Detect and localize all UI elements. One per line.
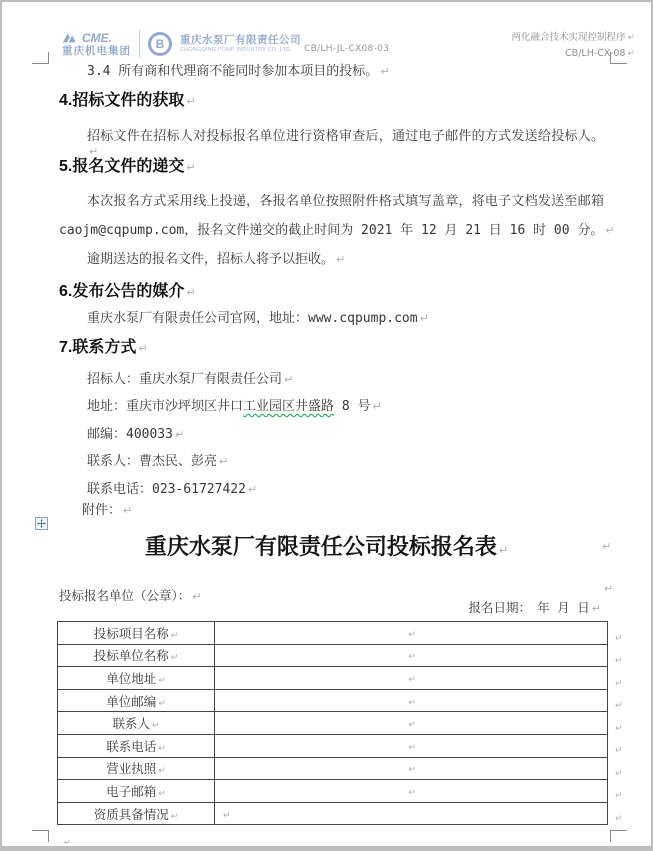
table-row <box>58 622 608 645</box>
pilcrow-mark: ↵ <box>158 766 166 777</box>
section-4-heading-text: 4.招标文件的获取 <box>59 92 185 109</box>
table-move-handle[interactable] <box>35 517 48 530</box>
cme-logo-name: CME. <box>82 31 112 46</box>
pilcrow-mark: ↵ <box>602 540 612 553</box>
section-6-heading <box>59 283 196 302</box>
pilcrow-mark: ↵ <box>615 723 623 734</box>
pilcrow-mark: ↵ <box>408 652 416 663</box>
section-5-heading <box>59 158 196 177</box>
row-value-cell[interactable] <box>215 622 608 645</box>
row-value-cell[interactable] <box>215 667 608 690</box>
pump-logo-text <box>180 35 301 54</box>
pilcrow-mark: ↵ <box>605 224 615 237</box>
pilcrow-mark: ↵ <box>170 811 179 822</box>
form-date-line <box>468 600 601 616</box>
row-value-cell[interactable] <box>215 802 608 825</box>
row-value-cell[interactable] <box>215 689 608 712</box>
pump-company-name: 重庆水泵厂有限责任公司 <box>180 33 301 46</box>
contact-person <box>87 454 228 469</box>
section-6-heading-text: 6.发布公告的媒介 <box>59 283 185 300</box>
section-5-body2 <box>87 252 345 267</box>
pilcrow-mark: ↵ <box>408 697 416 708</box>
signup-table <box>57 621 608 825</box>
row-label-cell <box>58 712 215 735</box>
row-label: 电子邮箱 <box>106 783 157 799</box>
margin-mark-top-right <box>610 52 627 64</box>
contact-address-prefix: 地址：重庆市沙坪坝区井口 <box>87 399 244 414</box>
contact-bidder <box>87 372 293 387</box>
form-date-label: 报名日期： 年 月 日 <box>468 600 590 615</box>
doc-code-center: CB/LH-JL-CX08-03 <box>304 44 390 54</box>
contact-address-underlined: 工业园区井盛路 <box>243 399 335 414</box>
section-4-heading <box>59 92 196 111</box>
pilcrow-mark: ↵ <box>186 286 196 299</box>
section-4-body-text: 招标文件在招标人对投标报名单位进行资格审查后，通过电子邮件的方式发送给投标人。 <box>87 129 604 144</box>
row-value-cell[interactable] <box>215 780 608 803</box>
pilcrow-mark: ↵ <box>615 813 623 824</box>
form-title-line <box>2 530 651 561</box>
section-6-body <box>87 311 429 326</box>
contact-address <box>87 399 382 414</box>
section-5-body-line1 <box>87 194 604 209</box>
row-label-cell <box>58 644 215 667</box>
contact-person-text: 联系人：曹杰民、彭亮 <box>87 454 218 469</box>
section-5-heading-text: 5.报名文件的递交 <box>59 158 185 175</box>
pilcrow-mark: ↵ <box>158 698 166 709</box>
pilcrow-mark: ↵ <box>419 312 429 325</box>
pilcrow-mark: ↵ <box>615 791 623 802</box>
pilcrow-mark: ↵ <box>170 653 179 664</box>
pilcrow-mark: ↵ <box>223 810 231 821</box>
section-5-body-line2 <box>59 223 615 238</box>
pilcrow-mark: ↵ <box>498 544 509 557</box>
section-6-body-text: 重庆水泵厂有限责任公司官网，地址：www.cqpump.com <box>87 311 418 326</box>
table-row <box>58 780 608 803</box>
pilcrow-mark: ↵ <box>64 838 71 847</box>
pilcrow-mark: ↵ <box>591 602 601 615</box>
row-label: 投标单位名称 <box>93 648 169 664</box>
attachment-label <box>82 503 132 518</box>
row-value-cell[interactable] <box>215 757 608 780</box>
pilcrow-mark: ↵ <box>186 95 196 108</box>
table-row <box>58 667 608 690</box>
form-unit-label: 投标报名单位（公章）： <box>59 588 191 603</box>
move-arrows-icon <box>37 519 46 528</box>
pilcrow-mark: ↵ <box>408 742 416 753</box>
pump-logo-icon <box>148 32 172 56</box>
pilcrow-mark: ↵ <box>170 630 179 641</box>
cme-logo-icon <box>62 31 80 44</box>
pilcrow-mark: ↵ <box>138 342 148 355</box>
pilcrow-mark: ↵ <box>219 455 229 468</box>
pilcrow-mark: ↵ <box>372 400 382 413</box>
row-label: 投标项目名称 <box>93 625 169 641</box>
pilcrow-mark: ↵ <box>615 656 623 667</box>
margin-mark-bottom-right <box>610 830 627 842</box>
pump-logo-letter: B <box>155 37 165 51</box>
cme-group-name: 重庆机电集团 <box>62 45 131 58</box>
pilcrow-mark: ↵ <box>408 765 416 776</box>
table-row <box>58 802 608 825</box>
pilcrow-mark: ↵ <box>408 787 416 798</box>
cme-logo-block <box>62 31 131 57</box>
margin-mark-bottom-left <box>32 830 49 842</box>
row-label-cell <box>58 689 215 712</box>
pilcrow-mark: ↵ <box>174 428 185 441</box>
pump-company-name-en: CHONGQING PUMP INDUSTRY CO.,LTD. <box>180 47 293 53</box>
attachment-label-text: 附件： <box>82 503 122 518</box>
pilcrow-mark: ↵ <box>123 504 133 517</box>
pilcrow-mark: ↵ <box>284 373 294 386</box>
pilcrow-mark: ↵ <box>336 253 346 266</box>
row-label: 联系人 <box>112 716 150 732</box>
pilcrow-mark: ↵ <box>615 701 623 712</box>
pilcrow-mark: ↵ <box>158 788 166 799</box>
doc-title-right: 两化融合技术实现控制程序 <box>511 32 626 43</box>
contact-phone <box>87 482 257 497</box>
pilcrow-mark: ↵ <box>186 161 196 174</box>
clause-3-4 <box>87 64 390 79</box>
row-label-cell <box>58 780 215 803</box>
margin-mark-top-left <box>32 52 49 64</box>
section-5-body-line1-text: 本次报名方式采用线上投递，各报名单位按照附件格式填写盖章，将电子文档发送至邮箱 <box>87 194 604 209</box>
pilcrow-mark: ↵ <box>151 721 160 732</box>
table-row <box>58 644 608 667</box>
section-7-heading <box>59 339 148 358</box>
row-label-cell <box>58 802 215 825</box>
row-value-cell[interactable] <box>215 644 608 667</box>
section-5-body-line2-text: caojm@cqpump.com，报名文件递交的截止时间为 2021 年 12 月 21 日 16 时 00 分。 <box>59 223 604 238</box>
table-row <box>58 734 608 757</box>
pilcrow-mark: ↵ <box>158 743 166 754</box>
section-5-body2-text: 逾期送达的报名文件，招标人将予以拒收。 <box>87 252 335 267</box>
pilcrow-mark: ↵ <box>158 675 166 686</box>
pilcrow-mark: ↵ <box>89 145 99 158</box>
form-unit-line <box>59 588 201 604</box>
logo-divider <box>139 30 140 58</box>
row-label-cell <box>58 757 215 780</box>
table-row-end-marks <box>613 621 623 824</box>
clause-3-4-text: 3.4 所有商和代理商不能同时参加本项目的投标。 <box>87 64 379 79</box>
pilcrow-mark: ↵ <box>192 590 202 603</box>
pilcrow-mark: ↵ <box>627 49 635 59</box>
pilcrow-mark: ↵ <box>615 633 623 644</box>
row-label: 资质具备情况 <box>93 806 169 822</box>
pilcrow-mark: ↵ <box>615 678 623 689</box>
contact-phone-text: 联系电话：023-61727422 <box>87 482 246 497</box>
contact-address-suffix: 8 号 <box>334 399 371 414</box>
pilcrow-mark: ↵ <box>380 65 390 78</box>
row-label: 营业执照 <box>106 761 157 777</box>
row-value-cell[interactable] <box>215 712 608 735</box>
header-logo <box>62 30 301 58</box>
row-label: 联系电话 <box>106 738 157 754</box>
contact-zip-text: 邮编：400033 <box>87 427 173 442</box>
table-row <box>58 757 608 780</box>
row-label: 单位地址 <box>106 670 157 686</box>
pilcrow-mark: ↵ <box>604 582 614 595</box>
pilcrow-mark: ↵ <box>408 674 416 685</box>
section-7-heading-text: 7.联系方式 <box>59 339 137 356</box>
row-label-cell <box>58 622 215 645</box>
row-label-cell <box>58 667 215 690</box>
row-label-cell <box>58 734 215 757</box>
pilcrow-mark: ↵ <box>615 746 623 757</box>
contact-bidder-text: 招标人：重庆水泵厂有限责任公司 <box>87 372 283 387</box>
row-value-cell[interactable] <box>215 734 608 757</box>
table-row <box>58 689 608 712</box>
row-label: 单位邮编 <box>106 693 157 709</box>
section-4-body <box>87 129 604 159</box>
form-title: 重庆水泵厂有限责任公司投标报名表 <box>144 534 497 559</box>
pilcrow-mark: ↵ <box>615 768 623 779</box>
pilcrow-mark: ↵ <box>627 33 635 43</box>
pilcrow-mark: ↵ <box>247 483 258 496</box>
table-row <box>58 712 608 735</box>
contact-zip <box>87 427 184 442</box>
pilcrow-mark: ↵ <box>408 720 416 731</box>
pilcrow-mark: ↵ <box>408 629 416 640</box>
doc-code-right: CB/LH-CX-08 <box>565 48 626 59</box>
